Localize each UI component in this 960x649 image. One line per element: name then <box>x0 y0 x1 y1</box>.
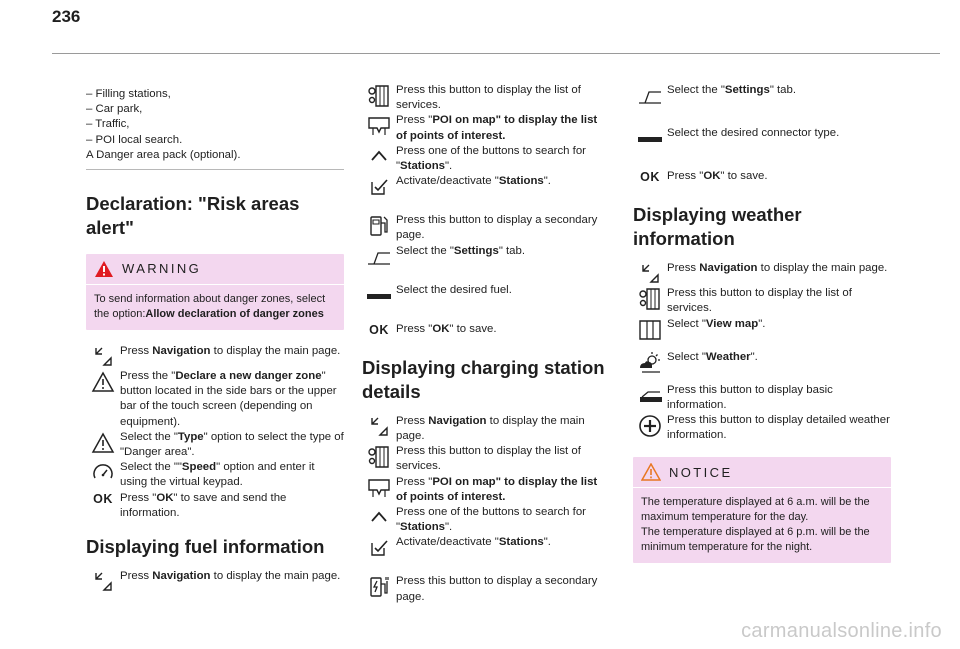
intro-item: – Car park, <box>86 103 143 116</box>
warning-box <box>86 254 344 330</box>
notice-line: The temperature displayed at 6 a.m. will be the maximum temperature for the day. <box>641 496 870 524</box>
navigation-icon <box>367 415 391 439</box>
step-text: Press this button to display the list of services. <box>667 287 852 315</box>
step-text: " button located in the side bars or the upper bar of the touch screen (depending on equipment). <box>120 370 337 428</box>
step-bold: Stations <box>400 160 445 173</box>
warning-label: WARNING <box>122 261 202 277</box>
step-text: Select the desired fuel. <box>396 283 512 296</box>
step-text: Press one of the buttons to search for " <box>396 144 586 173</box>
warning-text: To send information about danger zones, select the option: <box>94 293 326 321</box>
step-text: Press <box>120 345 153 358</box>
step-text: Press <box>120 570 153 583</box>
navigation-icon <box>91 345 115 369</box>
heading-declaration: Declaration: "Risk areas alert" <box>86 193 300 239</box>
step-text: Press one of the buttons to search for " <box>396 506 586 534</box>
intro-item: – Traffic, <box>86 118 130 131</box>
step-text: Select the " <box>396 244 454 257</box>
step-bold: Type <box>177 430 204 443</box>
charging-station-icon <box>367 575 391 599</box>
column-2 <box>362 83 608 605</box>
heading-fuel: Displaying fuel information <box>86 536 325 558</box>
step-row <box>362 144 608 174</box>
plus-circle-icon <box>638 414 662 438</box>
step-text: Select " <box>667 350 706 363</box>
notice-line: The temperature displayed at 6 p.m. will be the minimum temperature for the night. <box>641 526 870 554</box>
weather-icon <box>638 351 662 375</box>
step-text: ". <box>543 175 551 188</box>
step-row <box>362 475 608 505</box>
step-row <box>633 286 891 316</box>
step-text: " option to select the type of "Danger area". <box>120 430 344 459</box>
step-text: " to save and send the information. <box>120 491 287 519</box>
step-text: Press " <box>667 170 704 182</box>
step-row <box>633 383 891 413</box>
notice-label: NOTICE <box>669 464 733 480</box>
step-text: Press <box>396 414 429 427</box>
step-row <box>633 169 891 185</box>
step-text: ". <box>750 350 758 363</box>
intro-item: – Filling stations, <box>86 88 171 100</box>
step-text: Press this button to display the list of services. <box>396 445 581 473</box>
selection-bar-icon <box>367 284 391 308</box>
basic-info-icon <box>638 384 662 408</box>
step-bold: Settings <box>453 244 499 257</box>
step-bold: Speed <box>181 461 217 474</box>
settings-tab-icon <box>638 84 662 108</box>
step-row <box>86 491 344 521</box>
warning-body <box>86 285 344 330</box>
step-row <box>362 322 608 338</box>
step-row <box>633 413 891 443</box>
step-row <box>362 83 608 113</box>
step-row <box>633 317 891 342</box>
step-row <box>86 569 344 594</box>
navigation-icon <box>638 262 662 286</box>
step-text: to display the main page. <box>210 345 341 358</box>
ok-icon: OK <box>640 170 660 184</box>
step-bold: Stations <box>400 521 445 534</box>
step-text: to display the main page. <box>210 570 341 583</box>
step-row <box>362 113 608 143</box>
step-bold: OK <box>432 322 450 335</box>
step-row <box>362 244 608 269</box>
step-text: Select the "" <box>120 461 182 474</box>
header-rule <box>52 53 940 54</box>
intro-item: A Danger area pack (optional). <box>86 148 241 161</box>
ok-icon: OK <box>369 322 389 337</box>
step-bold: Weather <box>705 350 751 363</box>
step-text: Press this button to display detailed weather information. <box>667 414 890 442</box>
step-text: " to save. <box>449 322 497 335</box>
step-bold: OK <box>156 491 174 504</box>
step-bold: Stations <box>498 175 544 188</box>
step-row <box>362 574 608 604</box>
ok-icon: OK <box>93 491 113 506</box>
step-text: Press this button to display a secondary page. <box>396 214 598 242</box>
step-row <box>633 350 891 375</box>
step-text: ". <box>758 317 766 330</box>
fuel-pump-icon <box>367 214 391 238</box>
step-text: Select the " <box>667 84 725 96</box>
step-text: ". <box>444 160 453 173</box>
warning-option: Allow declaration of danger zones <box>145 308 324 321</box>
step-bold: Stations <box>498 536 544 549</box>
step-text: Select the desired connector type. <box>667 127 840 139</box>
step-row <box>86 430 344 460</box>
chevron-up-icon <box>367 506 391 530</box>
step-bold: Declare a new danger zone <box>175 370 322 383</box>
chevron-up-icon <box>367 145 391 169</box>
step-text: ". <box>444 521 453 534</box>
watermark: carmanualsonline.info <box>741 620 942 642</box>
services-list-icon <box>367 445 391 469</box>
step-text: " to save. <box>720 170 768 182</box>
step-bold: Navigation <box>699 262 758 275</box>
step-bold: OK <box>703 170 721 182</box>
step-row <box>633 261 891 286</box>
step-bold: Navigation <box>152 570 211 583</box>
step-bold: POI on map" to display the list of points of interest. <box>396 114 598 142</box>
notice-header <box>633 457 891 488</box>
column-1 <box>86 83 344 594</box>
heading-charging: Displaying charging station details <box>362 356 605 402</box>
checkbox-icon <box>367 536 391 560</box>
step-row <box>86 369 344 430</box>
step-text: to display the main page. <box>396 414 585 443</box>
step-row <box>633 126 891 151</box>
step-row <box>633 83 891 108</box>
navigation-icon <box>91 570 115 594</box>
step-bold: Settings <box>724 84 770 96</box>
warning-triangle-icon <box>94 260 114 278</box>
step-text: Activate/deactivate " <box>396 536 499 549</box>
danger-triangle-icon <box>91 431 115 455</box>
settings-tab-icon <box>367 245 391 269</box>
step-text: Press this button to display the list of services. <box>396 84 581 112</box>
step-bold: Navigation <box>428 414 487 427</box>
step-row <box>362 174 608 199</box>
step-text: Press " <box>396 322 433 335</box>
step-text: " option and enter it using the virtual keypad. <box>120 461 315 489</box>
step-text: " tab. <box>498 244 526 257</box>
poi-on-map-icon <box>367 114 391 138</box>
step-row <box>86 344 344 369</box>
step-row <box>362 505 608 535</box>
poi-on-map-icon <box>367 476 391 500</box>
page-number: 236 <box>52 7 81 26</box>
danger-triangle-icon <box>91 370 115 394</box>
column-3 <box>633 83 891 563</box>
step-text: Press " <box>396 475 433 488</box>
intro-list <box>86 83 344 170</box>
step-text: to display the main page. <box>757 262 888 275</box>
step-text: Select the " <box>120 430 178 443</box>
step-text: Press <box>667 262 700 275</box>
heading-weather: Displaying weather information <box>633 204 802 250</box>
step-row <box>86 460 344 490</box>
step-text: Press the " <box>120 370 176 383</box>
step-row <box>362 414 608 444</box>
services-list-icon <box>638 287 662 311</box>
step-row <box>362 535 608 560</box>
step-bold: Navigation <box>152 345 211 358</box>
step-bold: POI on map" to display the list of points of interest. <box>396 475 598 503</box>
step-text: ". <box>543 536 551 549</box>
step-text: " tab. <box>769 84 797 96</box>
notice-box <box>633 457 891 563</box>
step-text: Press " <box>120 491 157 504</box>
step-text: Press " <box>396 114 433 127</box>
step-text: Press this button to display a secondary page. <box>396 575 598 603</box>
map-icon <box>638 318 662 342</box>
step-bold: View map <box>705 317 759 330</box>
step-text: Activate/deactivate " <box>396 175 499 188</box>
step-row <box>362 444 608 474</box>
step-text: Press this button to display basic information. <box>667 383 833 411</box>
notice-body <box>633 488 891 563</box>
notice-triangle-icon <box>641 463 661 481</box>
step-text: Select " <box>667 317 706 330</box>
selection-bar-icon <box>638 127 662 151</box>
checkbox-icon <box>367 175 391 199</box>
step-row <box>362 213 608 243</box>
step-row <box>362 283 608 308</box>
warning-header <box>86 254 344 285</box>
intro-item: – POI local search. <box>86 133 183 146</box>
speedometer-icon <box>91 461 115 485</box>
services-list-icon <box>367 84 391 108</box>
